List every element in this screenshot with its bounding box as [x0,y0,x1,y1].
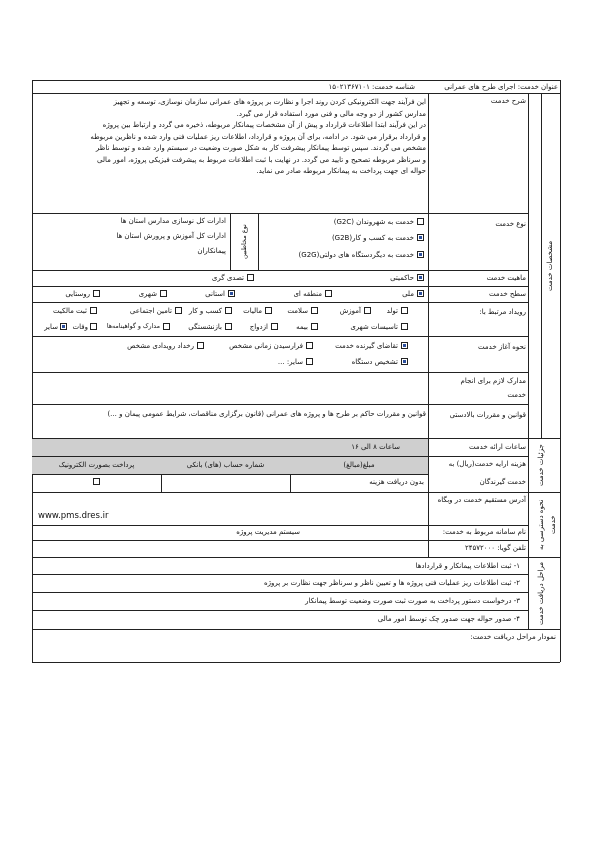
start-time-label: فرارسیدن زمانی مشخص [229,342,303,350]
epay-checkbox[interactable] [93,478,100,485]
section-service-specs: مشخصات خدمت [546,240,554,291]
enterprise-label: تصدی گری [211,274,244,282]
event-utilities-label: تاسیسات شهری [350,323,398,331]
docs-label-1: مدارک لازم برای انجام [460,377,526,385]
event-other-checkbox[interactable] [60,323,67,330]
level-rural-checkbox[interactable] [93,290,100,297]
nature-label: ماهیت خدمت [486,274,526,282]
g2b-label: خدمت به کسب و کار(G2B) [331,234,414,242]
hours-label: ساعات ارائه خدمت [469,443,526,451]
description-label: شرح خدمت [490,97,526,105]
diagram-label: نمودار مراحل دریافت خدمت: [470,633,556,641]
event-utilities-checkbox[interactable] [401,323,408,330]
amount-header: مبلغ(مبالغ) [343,461,375,469]
start-agency-label: تشخیص دستگاه [351,358,398,366]
event-health-label: سلامت [287,307,308,315]
event-death-label: وفات [72,323,88,331]
service-title: عنوان خدمت: اجرای طرح های عمرانی [444,83,558,91]
section-receive-stages: مراحل دریافت خدمت [537,561,545,625]
audience-3: پیمانکاران [197,247,226,255]
level-urban-checkbox[interactable] [160,290,167,297]
start-other-checkbox[interactable] [306,358,313,365]
start-event-label: رخداد رویدادی مشخص [127,342,194,350]
audience-2: ادارات کل آموزش و پرورش استان ها [116,232,226,240]
start-agency-checkbox[interactable] [401,358,408,365]
hours-value: ساعات ۸ الی ۱۶ [351,443,400,451]
event-marriage-checkbox[interactable] [271,323,278,330]
event-business-checkbox[interactable] [225,307,232,314]
stage-4: ۴- صدور حواله جهت صدور چک توسط امور مالی [377,615,520,623]
service-id: شناسه خدمت: ۱۵۰۲۱۳۶۷۱۰۱ [328,83,415,91]
event-tax-checkbox[interactable] [265,307,272,314]
enterprise-checkbox[interactable] [247,274,254,281]
g2g-checkbox[interactable] [417,251,424,258]
g2g-label: خدمت به دیگردستگاه های دولتی(G2G) [298,251,414,259]
level-provincial-label: استانی [205,290,225,298]
web-address-label: آدرس مستقیم خدمت در وبگاه [437,496,526,504]
laws-value: قوانین و مقررات حاکم بر طرح ها و پروژه های عمرانی (قانون برگزاری مناقصات، شرایط عمومی پیمان و ...) [107,410,426,418]
stage-2: ۲- ثبت اطلاعات ریز عملیات فنی پروژه ها و تعیین ناظر و سرناظر جهت نظارت بر پروژه [263,579,520,587]
event-education-label: آموزش [339,307,361,315]
service-type-label: نوع خدمت [495,220,526,228]
level-label: سطح خدمت [489,290,526,298]
amount-value: بدون دریافت هزینه [369,478,424,486]
event-other-label: سایر [44,323,58,331]
event-birth-label: تولد [386,307,398,315]
event-certificates-label: مدارک و گواهینامه‌ها [106,323,160,330]
event-health-checkbox[interactable] [311,307,318,314]
section-access-method: نحوه دسترسی به خدمت [537,499,557,550]
start-request-label: تقاضای گیرنده خدمت [335,342,398,350]
stage-3: ۳- درخواست دستور پرداخت به صورت ثبت صورت وضعیت توسط پیمانکار [305,597,520,605]
sovereign-checkbox[interactable] [417,274,424,281]
level-rural-label: روستایی [65,290,90,298]
event-tax-label: مالیات [243,307,262,315]
start-other-label: سایر: ... [277,358,303,366]
event-insurance-checkbox[interactable] [311,323,318,330]
level-national-label: ملی [402,290,414,298]
sovereign-label: حاکمیتی [390,274,414,282]
g2b-checkbox[interactable] [417,234,424,241]
system-name-value: سیستم مدیریت پروژه [236,528,300,536]
event-retirement-label: بازنشستگی [188,323,222,331]
audience-1: ادارات کل نوسازی مدارس استان ها [120,217,226,225]
docs-label-2: خدمت [507,391,526,399]
start-time-checkbox[interactable] [306,342,313,349]
description-text: این فرآیند جهت الکترونیکی کردن روند اجرا و نظارت بر پروژه های عمرانی سازمان نوسازی، توسعه و تجهیز مدارس کشور از دو وجه مالی و فنی مورد استفاده قرار می گیرد. در این فرآیند ابتدا اطلاعات قرارداد و پیش از آن مشخصات پیمانکار مربوطه، ذخیره می گردد و ارتباط بین پروژه و قرارداد برقرار می شود. در ادامه، برای آن پروژه و قرارداد، اطلاعات ریز عملیات فنی وارد شده و ناظرین مربوطه مشخص می گردند. سپس توسط پیمانکار پیشرفت کار به شکل صورت وضعیت در سیستم وارد شده و توسط ناظر و سرناظر مربوطه تصحیح و تایید می گردد. در نهایت با ثبت اطلاعات مربوط به پیشرفت فیزیکی پروژه، امور مالی حواله ای جهت پرداخت به پیمانکار مربوطه صادر می نماید. [90,98,426,175]
stage-1: ۱- ثبت اطلاعات پیمانکار و قراردادها [415,562,520,570]
level-regional-label: منطقه ای [293,290,322,298]
event-birth-checkbox[interactable] [401,307,408,314]
event-retirement-checkbox[interactable] [225,323,232,330]
level-urban-label: شهری [138,290,157,298]
event-marriage-label: ازدواج [249,323,268,331]
g2c-checkbox[interactable] [417,218,424,225]
service-url[interactable]: www.pms.dres.ir [38,511,109,521]
section-service-details: جزئیات خدمت [537,444,545,486]
event-social-security-checkbox[interactable] [175,307,182,314]
laws-label: قوانین و مقررات بالادستی [449,411,526,419]
account-header: شماره حساب (های) بانکی [186,461,265,469]
cost-label-2: خدمت گیرندگان [479,478,526,486]
start-event-checkbox[interactable] [197,342,204,349]
level-regional-checkbox[interactable] [325,290,332,297]
cost-label-1: هزینه ارایه خدمت(ریال) به [448,460,526,468]
audience-type-label: نوع مخاطبین [240,224,248,259]
event-property-checkbox[interactable] [90,307,97,314]
event-education-checkbox[interactable] [364,307,371,314]
event-death-checkbox[interactable] [90,323,97,330]
event-property-label: ثبت مالکیت [52,307,87,315]
start-label: نحوه آغاز خدمت [478,343,526,351]
event-business-label: کسب و کار [188,307,222,315]
g2c-label: خدمت به شهروندان (G2C) [333,218,414,226]
event-insurance-label: بیمه [296,323,308,331]
level-provincial-checkbox[interactable] [228,290,235,297]
epay-header: پرداخت بصورت الکترونیک [58,461,135,469]
system-name-label: نام سامانه مربوط به خدمت: [442,528,526,536]
event-certificates-checkbox[interactable] [163,323,170,330]
ivr-phone: تلفن گویا: ۲۴۵۷۲۰۰۰ [464,544,526,552]
events-label: رویداد مرتبط با: [479,308,526,316]
level-national-checkbox[interactable] [417,290,424,297]
event-social-security-label: تامین اجتماعی [129,307,172,315]
start-request-checkbox[interactable] [401,342,408,349]
